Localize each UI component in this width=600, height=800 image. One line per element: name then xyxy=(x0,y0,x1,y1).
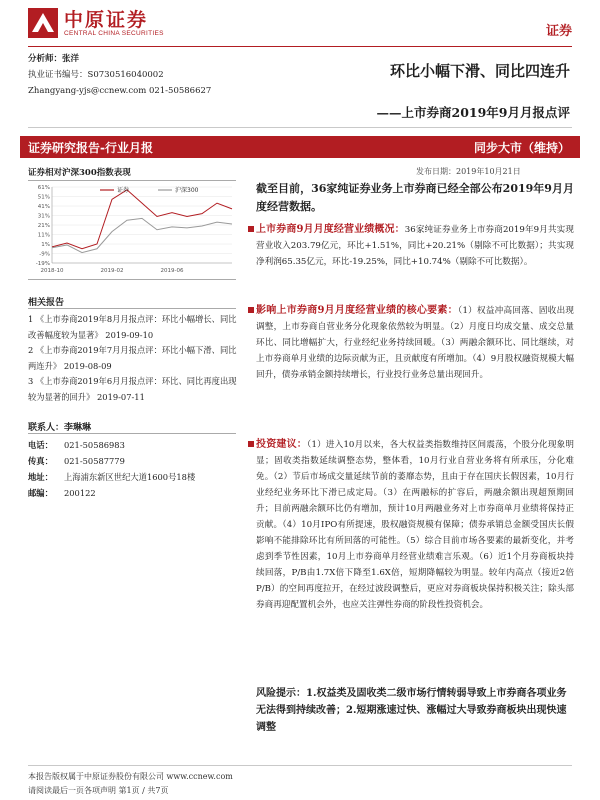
footer-divider xyxy=(28,765,572,766)
paragraph-overview xyxy=(256,222,574,270)
footer xyxy=(28,770,233,798)
title-divider xyxy=(28,127,572,128)
advice-heading: 投资建议： xyxy=(256,439,307,450)
chart-y-tick-label: -19% xyxy=(35,261,50,267)
phone-value: 021-50586983 xyxy=(64,440,125,450)
overview-text: 36家纯证券业务上市券商2019年9月共实现营业收入203.79亿元，环比+1.51%，同比+20.21%（剔除不可比数据）；共实现净利润65.35亿元，环比-19.25%，同比+10.74%（剔除不可比数据）。 xyxy=(256,225,574,267)
address-value: 上海浦东新区世纪大道1600号18楼 xyxy=(64,472,196,482)
chart-x-tick-label: 2019-02 xyxy=(100,268,124,274)
related-list xyxy=(28,312,240,405)
lead-paragraph: 截至目前，36家纯证券业务上市券商已经全部公布2019年9月月度经营数据。 xyxy=(256,182,574,213)
overview-heading: 上市券商9月月度经营业绩概况： xyxy=(256,224,405,235)
chart-y-tick-label: 11% xyxy=(37,232,50,239)
related-item[interactable]: 1 《上市券商2019年8月月报点评：环比小幅增长、同比改善幅度较为显著》 2019-09-10 xyxy=(28,314,237,340)
logo-en-text: CENTRAL CHINA SECURITIES xyxy=(64,29,164,37)
related-item[interactable]: 2 《上市券商2019年7月月报点评：环比小幅下滑、同比两连升》 2019-08-09 xyxy=(28,345,237,371)
bullet-icon xyxy=(248,226,254,232)
related-divider xyxy=(28,308,236,309)
contact-info xyxy=(28,437,195,501)
analyst-contact: Zhangyang-yjs@ccnew.com 021-50586627 xyxy=(28,86,212,96)
drivers-text: （1）权益冲高回落、固收出现调整，上市券商自营业务分化现象依然较为明显。（2）月度日均成交量、成交总量环比、同比增幅扩大，行业经纪业务持续回暖。（3）两融余额环比、同比继续，对上市券商单月业绩的边际贡献为正，且贡献度有所增加。（4）9月股权融资规模大幅回升，债券承销金额持续增长，行业投行业务总量出现回升。 xyxy=(256,306,575,380)
chart-title: 证券相对沪深300指数表现 xyxy=(28,168,131,178)
postcode-label: 邮编： xyxy=(28,488,53,498)
related-heading: 相关报告 xyxy=(28,298,65,308)
chart-x-tick-label: 2018-10 xyxy=(40,268,64,274)
analyst-name: 张洋 xyxy=(62,54,80,64)
chart-x-tick-label: 2019-06 xyxy=(160,268,184,274)
report-subtitle: ——上市券商2019年9月月报点评 xyxy=(376,105,570,120)
report-type: 证券研究报告-行业月报 xyxy=(28,141,153,155)
paragraph-advice xyxy=(256,437,574,613)
fax-label: 传真： xyxy=(28,456,53,466)
company-logo xyxy=(28,8,164,38)
address-label: 地址： xyxy=(28,472,53,482)
logo-cn-text: 中原证券 xyxy=(64,8,149,31)
footer-copyright: 本报告版权属于中原证券股份有限公司 www.ccnew.com xyxy=(28,772,233,781)
report-banner xyxy=(20,136,580,158)
analyst-cert: 执业证书编号：S0730516040002 xyxy=(28,70,164,80)
chart-y-tick-label: 31% xyxy=(37,213,50,220)
rating: 同步大市（维持） xyxy=(473,141,570,155)
sector-label: 证券 xyxy=(545,24,572,39)
footer-page: 请阅读最后一页各项声明 第1页 / 共7页 xyxy=(28,786,169,795)
chart-y-tick-label: 1% xyxy=(41,242,50,248)
related-item[interactable]: 3 《上市券商2019年6月月报点评：环比、同比再度出现较为显著的回升》 2019-07-11 xyxy=(28,376,237,402)
chart-y-tick-label: 61% xyxy=(37,185,50,191)
drivers-heading: 影响上市券商9月月度经营业绩的核心要素： xyxy=(256,305,458,316)
analyst-label: 分析师： xyxy=(28,54,63,64)
chart-y-tick-label: 41% xyxy=(37,204,50,210)
analyst-info xyxy=(28,51,268,99)
phone-label: 电话： xyxy=(28,440,53,450)
risk-warning: 风险提示：1.权益类及固收类二级市场行情转弱导致上市券商各项业务无法得到持续改善；2.短期涨速过快、涨幅过大导致券商板块出现快速调整 xyxy=(256,688,567,733)
chart-legend-label: 沪深300 xyxy=(175,187,199,194)
postcode-value: 200122 xyxy=(64,488,96,498)
contact-divider xyxy=(28,433,236,434)
publish-date: 发布日期：2019年10月21日 xyxy=(416,167,521,176)
chart-legend-label: 证券 xyxy=(117,187,130,194)
chart-series-line xyxy=(52,190,232,249)
chart-container xyxy=(28,180,236,280)
fax-value: 021-50587779 xyxy=(64,456,125,466)
contact-heading: 联系人：李琳琳 xyxy=(28,423,92,433)
report-title: 环比小幅下滑、同比四连升 xyxy=(389,62,570,80)
bullet-icon xyxy=(248,307,254,313)
chart-y-tick-label: 51% xyxy=(37,194,50,201)
performance-chart xyxy=(28,181,236,279)
logo-mark-icon xyxy=(28,8,58,38)
paragraph-drivers xyxy=(256,303,574,383)
chart-y-tick-label: -9% xyxy=(39,251,50,258)
header-divider xyxy=(28,46,572,47)
chart-y-tick-label: 21% xyxy=(37,223,50,229)
advice-text: （1）进入10月以来，各大权益类指数维持区间震荡，个股分化现象明显；固收类指数延续调整态势，整体看，10月行业自营业务将有所承压，分化难免。（2）节后市场成交量延续节前的萎靡态势，且由于存在国庆长假因素，10月行业经纪业务环比下滑已成定局。（3）在两融标的扩容后，两融余额出现超预期回升；目前两融余额环比仍有增加，预计10月两融业务对上市券商单月业绩将保持正贡献。（4）10月IPO有所提速，股权融资规模有保障；债券承销总金额受国庆长假影响不能排除环比有所回落的可能性。（5）综合目前市场各要素的最新变化，并考虑到季节性因素，10月上市券商单月经营业绩难言乐观。（6）近1个月券商板块持续回落，P/B由1.7X倍下降至1.6X倍，短期降幅较为明显。较年内高点（接近2倍P/B）的空间再度拉开，在经过波段调整后，更应对券商板块保持积极关注；除头部券商再迎配置机会外，也应关注弹性券商的阶段性投资机会。 xyxy=(256,440,574,610)
bullet-icon xyxy=(248,441,254,447)
